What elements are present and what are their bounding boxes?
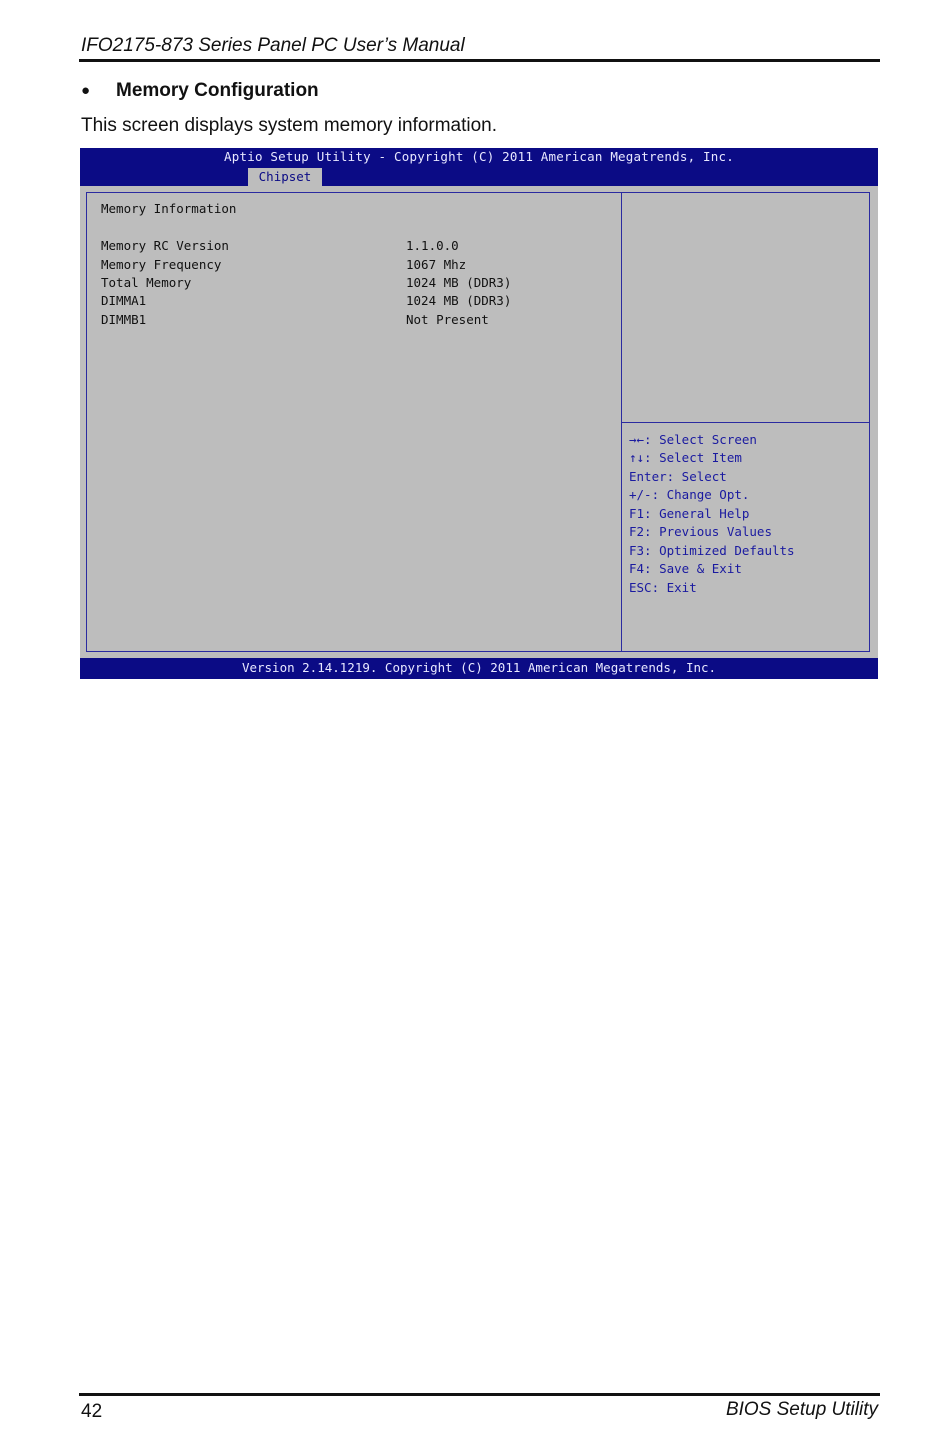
row-value: 1067 Mhz [406, 257, 467, 272]
row-label: Memory RC Version [101, 238, 229, 253]
help-optimized-defaults: F3: Optimized Defaults [629, 543, 795, 558]
help-select-screen: →←: Select Screen [629, 432, 757, 447]
row-label: DIMMA1 [101, 293, 147, 308]
page-number: 42 [81, 1401, 103, 1422]
help-save-exit: F4: Save & Exit [629, 561, 742, 576]
row-value: 1024 MB (DDR3) [406, 275, 512, 290]
header-divider [79, 59, 880, 62]
bullet-icon: ● [81, 82, 91, 99]
intro-text: This screen displays system memory information. [81, 115, 498, 136]
tab-chipset[interactable]: Chipset [248, 168, 322, 186]
help-enter: Enter: Select [629, 469, 727, 484]
memory-info-heading: Memory Information [101, 201, 237, 216]
bios-title-bar [80, 148, 878, 186]
row-label: Memory Frequency [101, 257, 222, 272]
help-change-opt: +/-: Change Opt. [629, 487, 750, 502]
row-value: Not Present [406, 312, 489, 327]
bios-status-bar [80, 658, 878, 679]
bios-screenshot [80, 148, 878, 679]
row-label: DIMMB1 [101, 312, 147, 327]
bios-title: Aptio Setup Utility - Copyright (C) 2011 American Megatrends, Inc. [224, 149, 734, 164]
row-value: 1024 MB (DDR3) [406, 293, 512, 308]
row-label: Total Memory [101, 275, 192, 290]
help-general-help: F1: General Help [629, 506, 750, 521]
help-divider [622, 422, 870, 423]
footer-divider [79, 1393, 880, 1396]
footer-section-title: BIOS Setup Utility [725, 1399, 878, 1420]
help-esc-exit: ESC: Exit [629, 580, 697, 595]
row-value: 1.1.0.0 [406, 238, 459, 253]
bios-version: Version 2.14.1219. Copyright (C) 2011 American Megatrends, Inc. [241, 660, 717, 675]
manual-title: IFO2175-873 Series Panel PC User’s Manual [81, 35, 465, 56]
help-previous-values: F2: Previous Values [629, 524, 772, 539]
help-select-item: ↑↓: Select Item [629, 450, 742, 465]
section-title: Memory Configuration [116, 80, 319, 101]
